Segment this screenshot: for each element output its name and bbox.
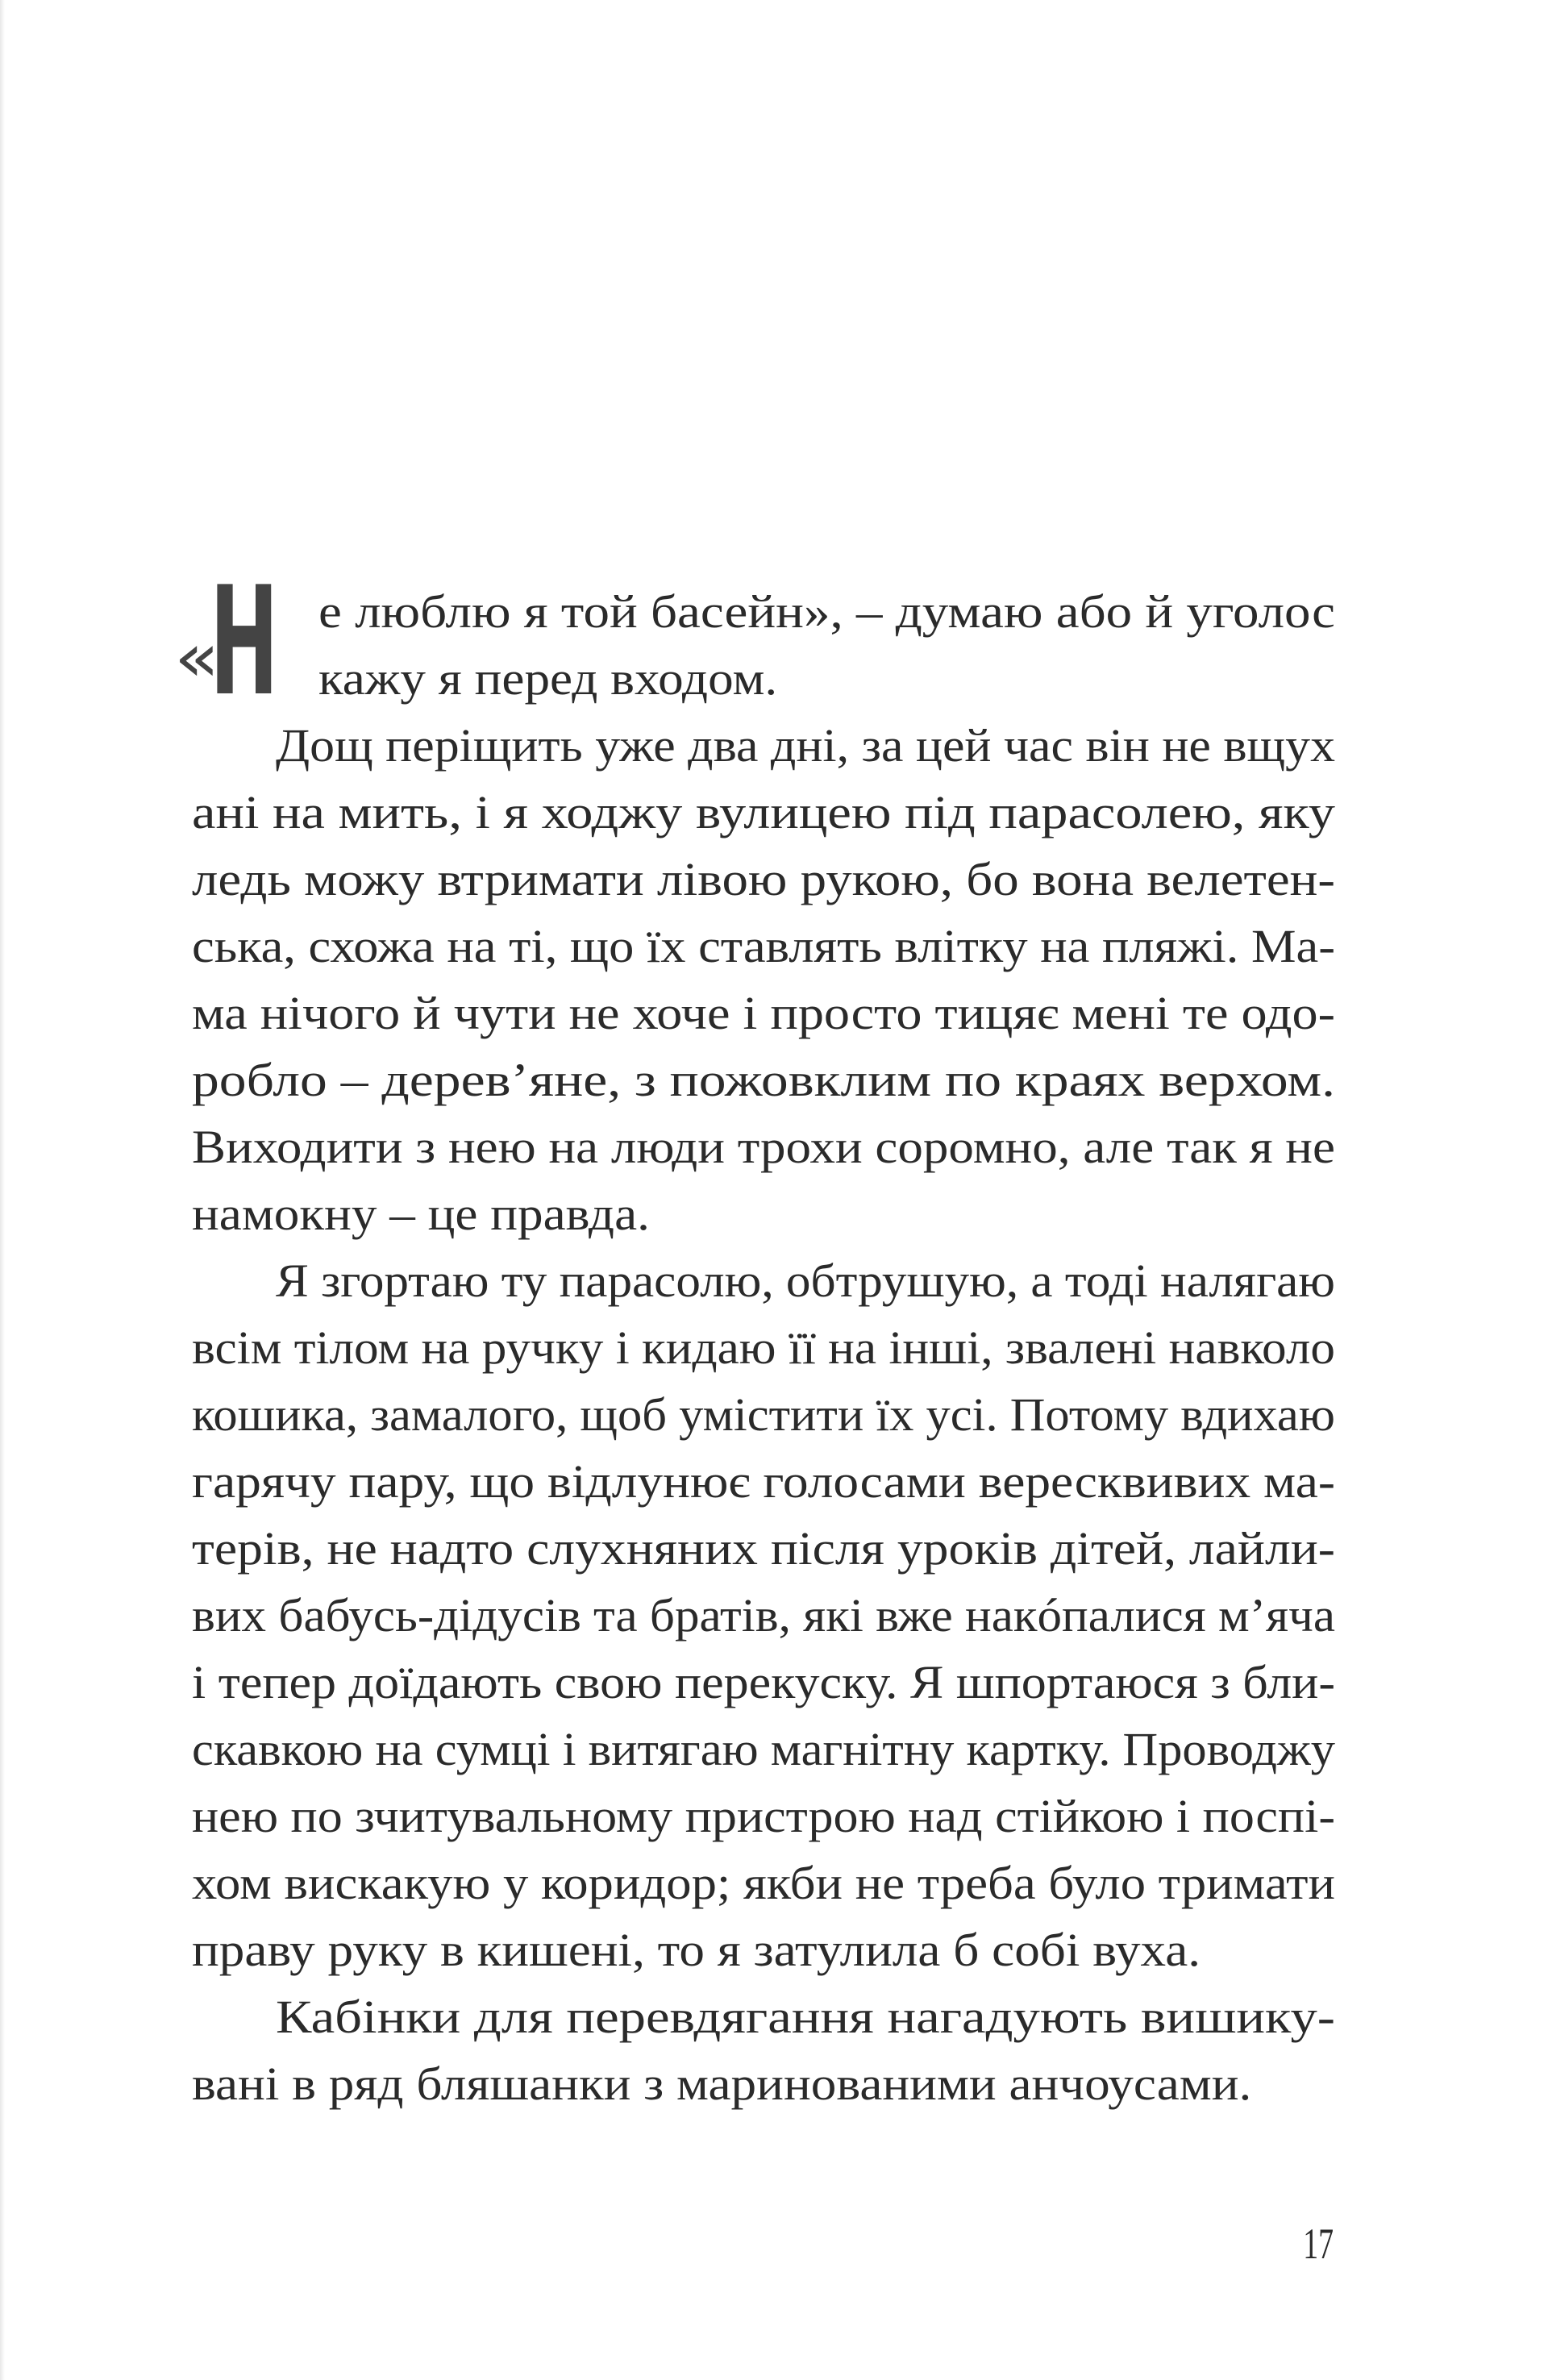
text-line [192, 913, 1335, 980]
drop-cap-letter: Н [210, 554, 279, 729]
text-line [192, 1448, 1335, 1515]
text-line [192, 980, 1335, 1046]
text-line [192, 1046, 1335, 1113]
text-line [192, 1849, 1335, 1916]
text-line-content: ська, схожа на ті, що їх ставлять влітку на пляжі. Ма- [192, 920, 1336, 972]
text-line [192, 1649, 1335, 1716]
text-line-content: нею по зчитувальному пристрою над стійкою і поспі- [192, 1790, 1335, 1842]
text-line-content: всім тілом на ручку і кидаю її на інші, звалені навколо [192, 1321, 1335, 1374]
text-line-content: Кабінки для перевдягання нагадують вишику- [276, 1991, 1335, 2043]
text-line-content: Виходити з нею на люди трохи соромно, але так я не [192, 1121, 1335, 1173]
text-line-content: хом вискакую у коридор; якби не треба було тримати [192, 1857, 1335, 1909]
text-line-content: терів, не надто слухняних після уроків дітей, лайли- [192, 1522, 1335, 1575]
text-line [192, 1113, 1335, 1180]
text-line-content: скавкою на сумці і витягаю магнітну картку. Проводжу [192, 1723, 1335, 1775]
text-line-content: Дощ періщить уже два дні, за цей час він не вщух [276, 719, 1335, 772]
text-line [192, 1916, 1335, 1983]
text-line [192, 1716, 1335, 1783]
text-line [192, 2050, 1335, 2117]
text-line-content: вих бабусь-дідусів та братів, які вже накóпалися м’яча [192, 1589, 1335, 1641]
drop-cap-quote: « [174, 618, 209, 697]
text-line [192, 846, 1335, 913]
text-line [192, 645, 1335, 712]
text-line-content: вані в ряд бляшанки з маринованими анчоусами. [192, 2058, 1252, 2110]
text-line [192, 1983, 1335, 2050]
text-line-content: Я згортаю ту парасолю, обтрушую, а тоді налягаю [276, 1254, 1335, 1307]
text-line [192, 1515, 1335, 1582]
text-line-content: ледь можу втримати лівою рукою, бо вона велетен- [192, 853, 1335, 905]
text-line [192, 1180, 1335, 1247]
text-line [192, 578, 1335, 645]
page-edge [0, 0, 5, 2380]
text-line [192, 1381, 1335, 1448]
text-line-content: кошика, замалого, щоб умістити їх усі. Потому вдихаю [192, 1388, 1335, 1441]
text-line [192, 1582, 1335, 1649]
text-line-content: кажу я перед входом. [318, 652, 778, 705]
text-line [192, 1314, 1335, 1381]
text-line-content: е люблю я той басейн», – думаю або й уголос [318, 585, 1335, 638]
text-line-content: ма нічого й чути не хоче і просто тицяє мені те одо- [192, 987, 1335, 1039]
text-line-content: і тепер доїдають свою перекуску. Я шпортаюся з бли- [192, 1656, 1335, 1708]
text-line-content: гарячу пару, що відлунює голосами вересквивих ма- [192, 1455, 1335, 1508]
text-line [192, 779, 1335, 846]
text-line [192, 1247, 1335, 1314]
text-line-content: робло – дерев’яне, з пожовклим по краях верхом. [192, 1054, 1335, 1106]
text-line-content: праву руку в кишені, то я затулила б собі вуха. [192, 1924, 1201, 1976]
page-number: 17 [1303, 2220, 1334, 2268]
text-line-content: ані на мить, і я ходжу вулицею під парасолею, яку [192, 786, 1335, 838]
text-line [192, 712, 1335, 779]
text-line-content: намокну – це правда. [192, 1188, 650, 1240]
text-line [192, 1783, 1335, 1849]
body-text [192, 578, 1335, 2117]
